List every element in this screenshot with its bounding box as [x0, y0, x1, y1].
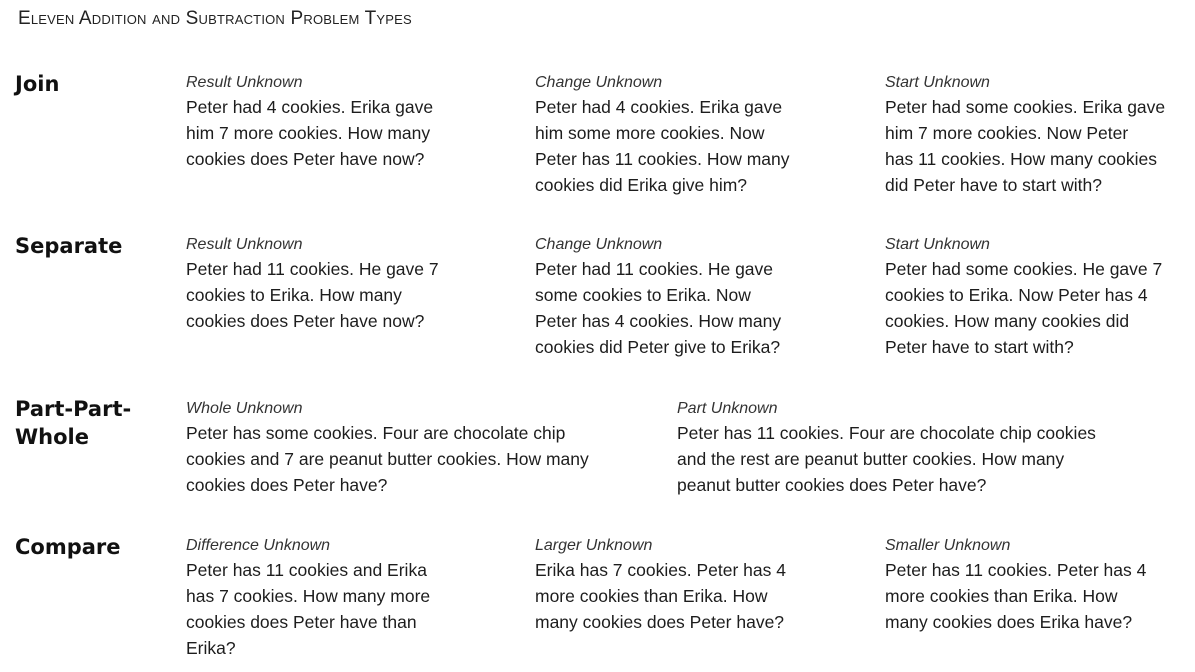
text-line: Peter had 11 cookies. He gave 7	[186, 259, 439, 279]
text-line: cookies did Peter give to Erika?	[535, 337, 781, 357]
cell-compare-larger-unknown	[535, 535, 786, 635]
page-title: Eleven Addition and Subtraction Problem Types	[18, 8, 412, 29]
cell-text	[535, 557, 786, 635]
text-line: him 7 more cookies. How many	[186, 123, 431, 143]
cell-compare-difference-unknown	[186, 535, 430, 661]
cell-compare-smaller-unknown	[885, 535, 1146, 635]
text-line: cookies to Erika. How many	[186, 285, 402, 305]
text-line: him some more cookies. Now	[535, 123, 765, 143]
text-line: Peter has some cookies. Four are chocolate chip	[186, 423, 566, 443]
text-line: cookies. How many cookies did	[885, 311, 1130, 331]
cell-part-part-whole-whole-unknown	[186, 398, 589, 498]
cell-text	[885, 256, 1162, 360]
text-line: Peter have to start with?	[885, 337, 1074, 357]
text-line: cookies does Peter have now?	[186, 311, 425, 331]
cell-separate-change-unknown	[535, 234, 781, 360]
cell-subtitle: Start Unknown	[885, 74, 990, 91]
text-line: cookies does Peter have now?	[186, 149, 425, 169]
text-line: Peter had 11 cookies. He gave	[535, 259, 774, 279]
text-line: and the rest are peanut butter cookies. How many	[677, 449, 1065, 469]
cell-subtitle: Result Unknown	[186, 236, 303, 253]
text-line: Peter has 11 cookies. Peter has 4	[885, 560, 1147, 580]
cell-subtitle: Whole Unknown	[186, 400, 303, 417]
text-line: Peter has 11 cookies and Erika	[186, 560, 427, 580]
cell-subtitle: Start Unknown	[885, 236, 990, 253]
cell-part-part-whole-part-unknown	[677, 398, 1096, 498]
row-label-line: Whole	[15, 425, 89, 449]
cell-text	[677, 420, 1096, 498]
cell-text	[186, 94, 433, 172]
text-line: more cookies than Erika. How	[535, 586, 768, 606]
cell-join-start-unknown	[885, 72, 1165, 198]
row-label-part-part-whole	[15, 395, 131, 451]
cell-text	[186, 256, 439, 334]
cell-separate-result-unknown	[186, 234, 439, 334]
cell-text	[186, 557, 430, 661]
row-label-join: Join	[15, 72, 60, 96]
text-line: cookies to Erika. Now Peter has 4	[885, 285, 1148, 305]
text-line: some cookies to Erika. Now	[535, 285, 751, 305]
text-line: cookies did Erika give him?	[535, 175, 748, 195]
cell-text	[885, 94, 1165, 198]
row-label-separate: Separate	[15, 234, 123, 258]
cell-text	[535, 256, 781, 360]
text-line: Peter has 4 cookies. How many	[535, 311, 782, 331]
text-line: Erika has 7 cookies. Peter has 4	[535, 560, 786, 580]
text-line: cookies does Peter have than	[186, 612, 417, 632]
text-line: Peter had some cookies. Erika gave	[885, 97, 1166, 117]
cell-text	[186, 420, 589, 498]
text-line: did Peter have to start with?	[885, 175, 1102, 195]
cell-subtitle: Difference Unknown	[186, 537, 331, 554]
cell-join-change-unknown	[535, 72, 790, 198]
row-label-compare: Compare	[15, 535, 121, 559]
cell-subtitle: Larger Unknown	[535, 537, 653, 554]
text-line: many cookies does Peter have?	[535, 612, 785, 632]
cell-text	[535, 94, 790, 198]
text-line: cookies and 7 are peanut butter cookies. How many	[186, 449, 589, 469]
cell-separate-start-unknown	[885, 234, 1162, 360]
text-line: has 11 cookies. How many cookies	[885, 149, 1158, 169]
cell-subtitle: Change Unknown	[535, 74, 663, 91]
cell-subtitle: Part Unknown	[677, 400, 778, 417]
row-label-line: Part-Part-	[15, 397, 132, 421]
text-line: Peter has 11 cookies. How many	[535, 149, 790, 169]
text-line: peanut butter cookies does Peter have?	[677, 475, 987, 495]
cell-join-result-unknown	[186, 72, 433, 172]
cell-subtitle: Smaller Unknown	[885, 537, 1011, 554]
text-line: Peter had some cookies. He gave 7	[885, 259, 1163, 279]
text-line: more cookies than Erika. How	[885, 586, 1118, 606]
cell-subtitle: Change Unknown	[535, 236, 663, 253]
cell-subtitle: Result Unknown	[186, 74, 303, 91]
text-line: Peter has 11 cookies. Four are chocolate chip cookies	[677, 423, 1096, 443]
text-line: Peter had 4 cookies. Erika gave	[186, 97, 434, 117]
text-line: cookies does Peter have?	[186, 475, 388, 495]
text-line: Peter had 4 cookies. Erika gave	[535, 97, 783, 117]
text-line: him 7 more cookies. Now Peter	[885, 123, 1129, 143]
text-line: many cookies does Erika have?	[885, 612, 1133, 632]
text-line: has 7 cookies. How many more	[186, 586, 431, 606]
cell-text	[885, 557, 1146, 635]
text-line: Erika?	[186, 638, 236, 658]
